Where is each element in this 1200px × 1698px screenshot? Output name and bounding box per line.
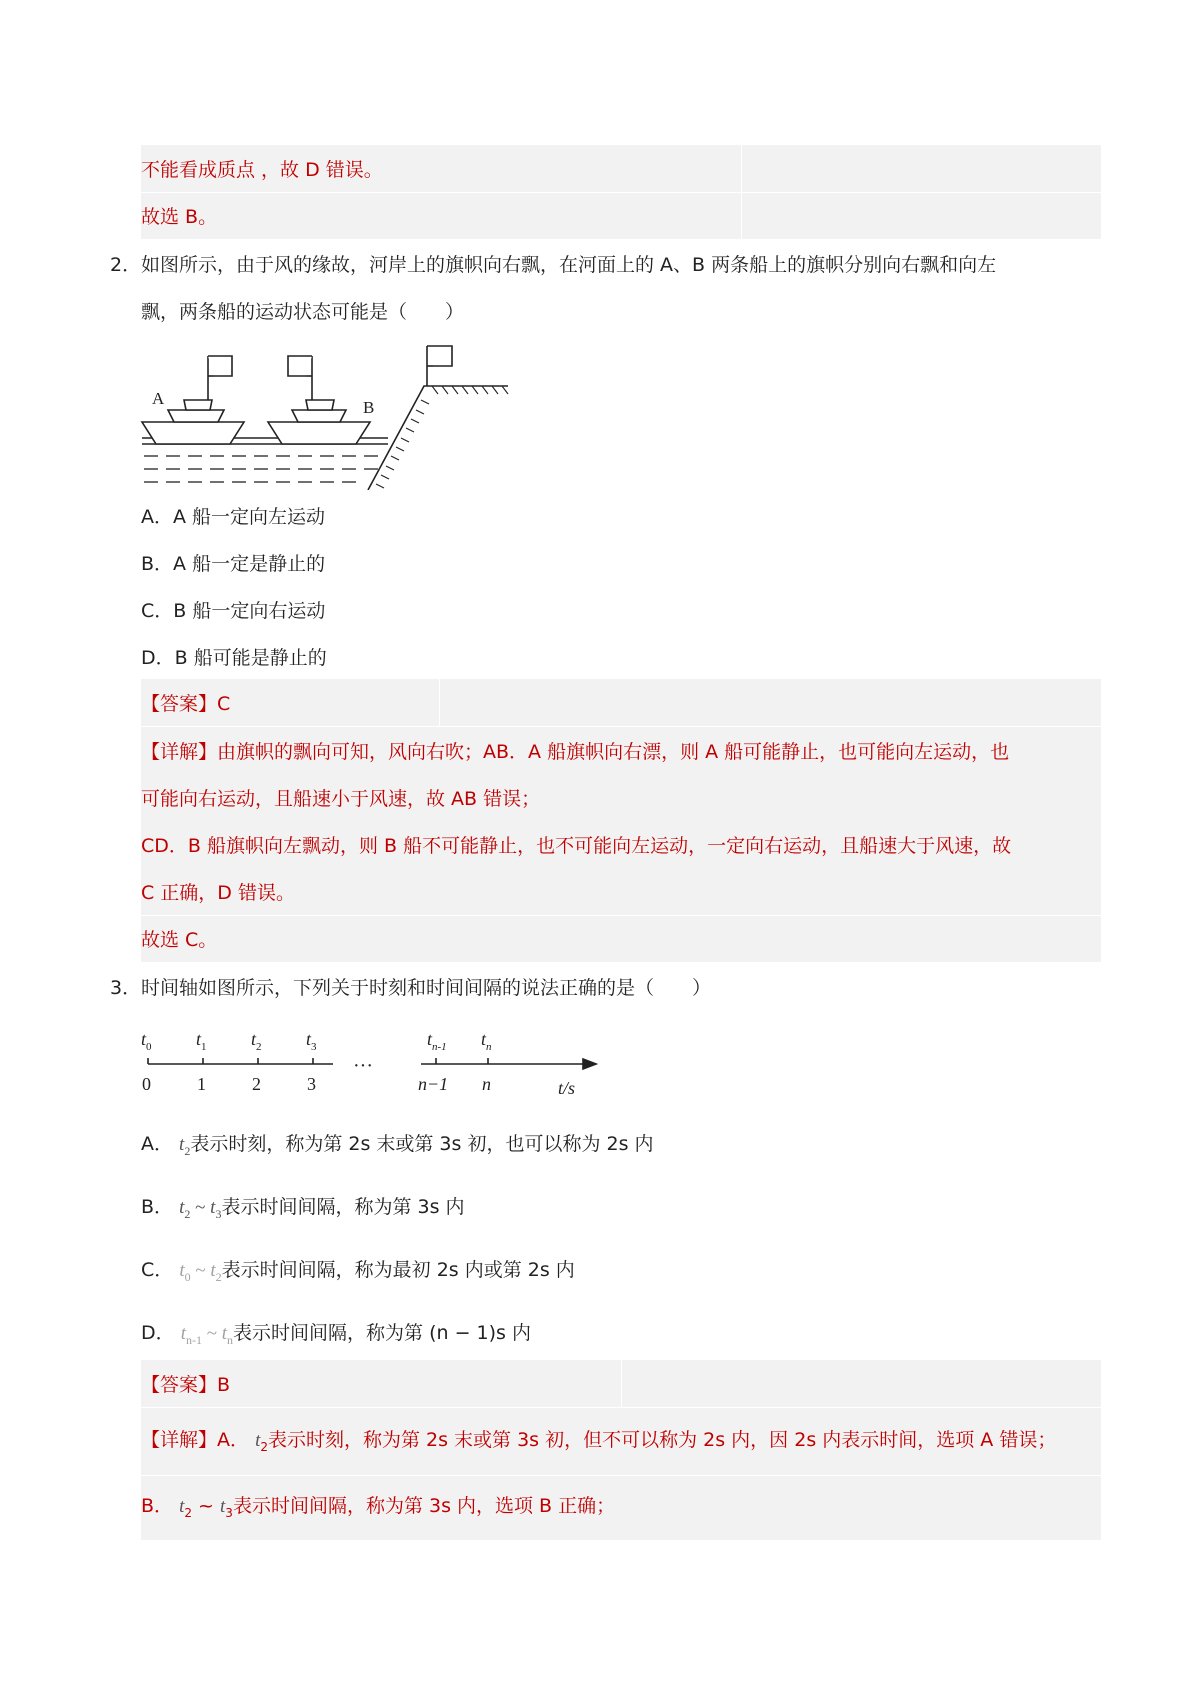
explain-prefix: B． (141, 1495, 174, 1517)
axis-t0-label: $t_0$ (141, 1029, 152, 1053)
option-letter: A． (141, 1133, 173, 1155)
q2-conclusion: 故选 C。 (141, 929, 218, 951)
math-subscript: 2 (215, 1269, 222, 1284)
axis-num-3: 3 (307, 1074, 316, 1094)
math-symbol: t (255, 1430, 261, 1451)
explain-prefix: A． (217, 1429, 250, 1451)
axis-num-1: 1 (197, 1074, 206, 1094)
q2-stem-line2: 飘，两条船的运动状态可能是（ ） (141, 301, 465, 323)
boat-b-label: B (363, 398, 375, 417)
q3-stem: 时间轴如图所示，下列关于时刻和时间间隔的说法正确的是（ ） (141, 977, 712, 999)
axis-t1-label: $t_1$ (196, 1029, 207, 1053)
axis-unit: t/s (558, 1078, 576, 1098)
explain-text: 表示时间间隔，称为第 3s 内，选项 B 正确； (232, 1495, 616, 1517)
math-tilde: ~ (192, 1495, 221, 1517)
math-subscript: n (227, 1332, 234, 1347)
q2-option-d: D．B 船可能是静止的 (141, 647, 327, 669)
math-tilde: ~ (201, 1323, 222, 1344)
axis-num-0: 0 (142, 1074, 151, 1094)
q3-option-d (141, 1321, 531, 1352)
riverbank (368, 346, 508, 490)
q2-answer-block (141, 679, 1101, 962)
boat-a-label: A (152, 389, 165, 408)
q3-answer (141, 1373, 230, 1397)
q2-option-a: A．A 船一定向左运动 (141, 506, 326, 528)
q3-number: 3． (110, 977, 142, 999)
q2-option-b: B．A 船一定是静止的 (141, 553, 326, 575)
q2-explain-line3: CD．B 船旗帜向左飘动，则 B 船不可能静止，也不可能向左运动，一定向右运动，且船速大于风速，故 (141, 835, 1012, 857)
q2-stem-line1: 如图所示，由于风的缘故，河岸上的旗帜向右飘，在河面上的 A、B 两条船上的旗帜分别向右飘和向左 (141, 254, 997, 276)
option-text: 表示时间间隔，称为最初 2s 内或第 2s 内 (221, 1259, 575, 1281)
q3-explain-a (141, 1428, 1056, 1459)
option-letter: D． (141, 1322, 175, 1344)
prev-conclusion: 故选 B。 (141, 206, 218, 228)
option-text: 表示时间间隔，称为第 3s 内 (221, 1196, 465, 1218)
math-symbol: t (221, 1323, 228, 1344)
math-symbol: t (210, 1197, 216, 1218)
option-letter: B． (141, 1196, 174, 1218)
math-tilde: ~ (190, 1197, 211, 1218)
math-symbol: t (179, 1260, 185, 1281)
time-axis-figure (138, 1018, 598, 1098)
axis-num-n-1: n−1 (418, 1074, 449, 1094)
q2-option-c: C．B 船一定向右运动 (141, 600, 326, 622)
q2-explain-line4: C 正确，D 错误。 (141, 882, 295, 904)
q3-option-c (141, 1258, 575, 1289)
q2-number: 2． (110, 254, 142, 276)
axis-num-n: n (482, 1074, 491, 1094)
math-subscript: 2 (184, 1206, 191, 1221)
math-subscript: 3 (225, 1505, 233, 1520)
axis-ellipsis: ··· (353, 1055, 373, 1077)
explain-tag: 【详解】 (141, 741, 218, 763)
axis-t2-label: $t_2$ (251, 1029, 262, 1053)
axis-arrow (583, 1059, 596, 1069)
math-symbol: t (210, 1260, 216, 1281)
explain-text: 由旗帜的飘向可知，风向右吹；AB．A 船旗帜向右漂，则 A 船可能静止，也可能向左运动，也 (217, 741, 1010, 763)
math-subscript: 2 (184, 1143, 191, 1158)
q3-option-b (141, 1195, 465, 1226)
axis-num-2: 2 (252, 1074, 261, 1094)
math-subscript: n-1 (185, 1332, 202, 1347)
prev-answer-line: 不能看成质点 ，故 D 错误。 (141, 159, 383, 181)
math-subscript: 2 (260, 1439, 268, 1454)
option-text: 表示时间间隔，称为第 (n − 1)s 内 (233, 1322, 531, 1344)
explain-text: 表示时刻，称为第 2s 末或第 3s 初，但不可以称为 2s 内，因 2s 内表示时间，选项 A 错误； (267, 1429, 1057, 1451)
q2-answer (141, 692, 230, 716)
answer-tag: 【答案】 (141, 1374, 218, 1396)
q2-explain-line2: 可能向右运动，且船速小于风速，故 AB 错误； (141, 788, 541, 810)
math-symbol: t (179, 1496, 185, 1517)
axis-tn-label: $t_n$ (481, 1029, 492, 1053)
math-subscript: 0 (184, 1269, 191, 1284)
math-subscript: 2 (184, 1505, 193, 1520)
answer-value: B (217, 1374, 231, 1396)
boats-flags-figure (140, 340, 510, 490)
axis-tn-1-label: $t_{n-1}$ (427, 1029, 447, 1053)
q2-explain-line1 (141, 740, 1009, 764)
q3-option-a (141, 1132, 654, 1163)
boat-b (268, 356, 370, 444)
option-letter: C． (141, 1259, 174, 1281)
answer-value: C (217, 693, 231, 715)
q3-explain-b (141, 1494, 615, 1525)
math-symbol: t (179, 1197, 185, 1218)
option-text: 表示时刻，称为第 2s 末或第 3s 初，也可以称为 2s 内 (190, 1133, 654, 1155)
explain-tag: 【详解】 (141, 1429, 218, 1451)
math-symbol: t (220, 1496, 226, 1517)
math-subscript: 3 (215, 1206, 222, 1221)
math-symbol: t (180, 1323, 186, 1344)
math-tilde: ~ (190, 1260, 211, 1281)
answer-tag: 【答案】 (141, 693, 218, 715)
axis-t3-label: $t_3$ (306, 1029, 317, 1053)
math-symbol: t (179, 1134, 185, 1155)
